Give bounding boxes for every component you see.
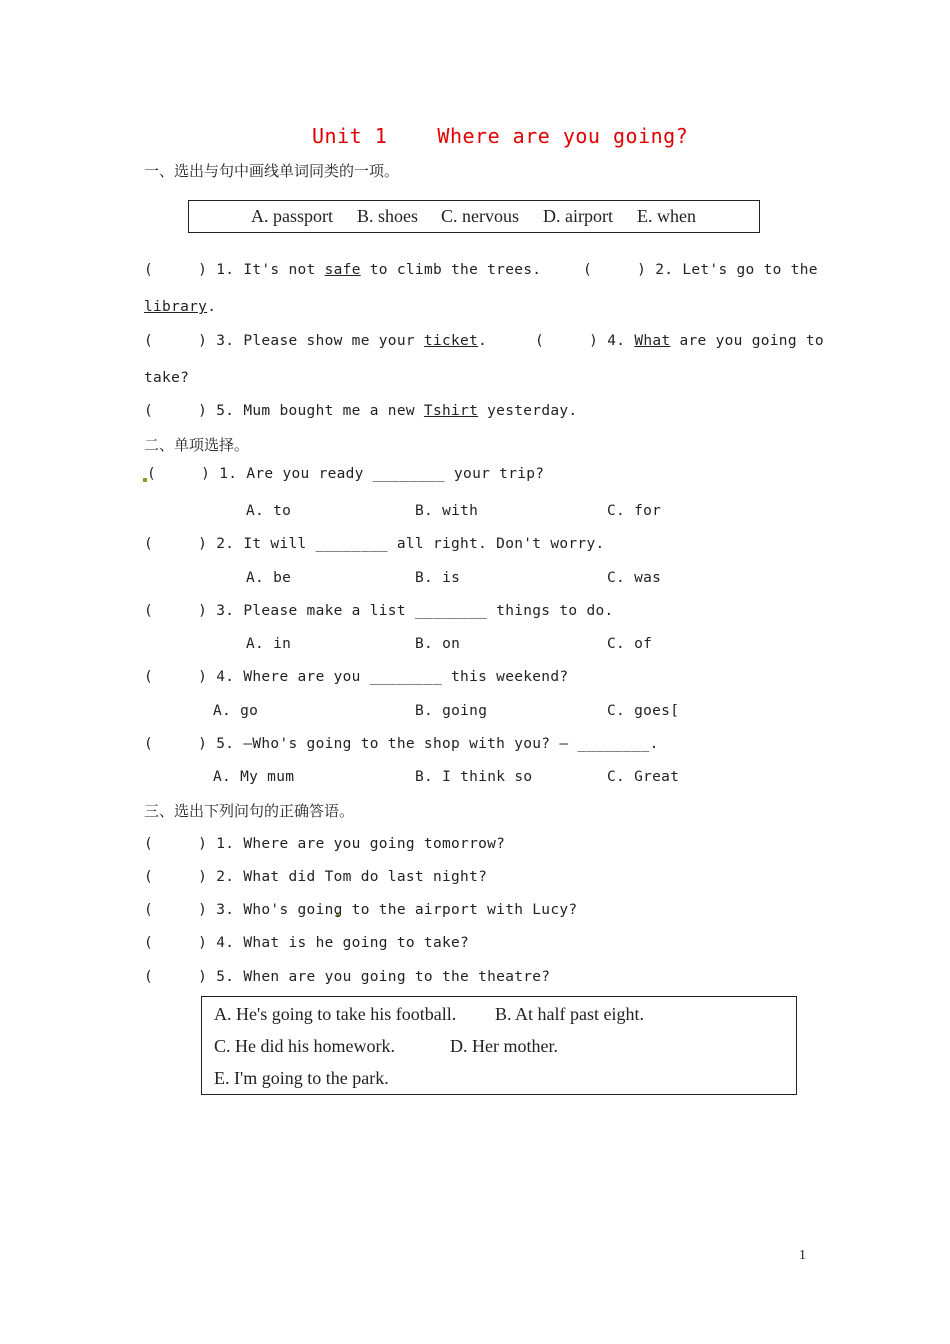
word-option-a: A. passport [251, 206, 333, 226]
s2-q1-option-c: C. for [607, 503, 662, 519]
answer-b: B. At half past eight. [495, 1004, 644, 1024]
section3-heading: 三、选出下列问句的正确答语。 [144, 802, 355, 820]
s2-question-5: ( ) 5. —Who's going to the shop with you? — ________. [144, 736, 659, 752]
word-option-d: D. airport [543, 206, 613, 226]
s1-question-1 [144, 262, 541, 278]
s2-q4-option-b: B. going [415, 703, 488, 719]
word-option-e: E. when [637, 206, 696, 226]
s2-q3-option-b: B. on [415, 636, 461, 652]
s1-question-5 [144, 403, 577, 419]
s2-q5-option-b: B. I think so [415, 769, 533, 785]
s2-q4-option-c: C. goes[ [607, 703, 680, 719]
s1-q2-underlined-word: library [144, 299, 208, 315]
section2-heading: 二、单项选择。 [144, 436, 250, 454]
s3-question-2: ( ) 2. What did Tom do last night? [144, 869, 488, 885]
s2-q5-option-a: A. My mum [213, 769, 295, 785]
s1-q3-pre: ( ) 3. Please show me your [144, 333, 424, 349]
s2-q1-option-b: B. with [415, 503, 479, 519]
word-option-b: B. shoes [357, 206, 419, 226]
s1-question-2-cont [144, 299, 216, 315]
answer-d: D. Her mother. [450, 1036, 558, 1056]
s3-question-3: ( ) 3. Who's going to the airport with Lucy? [144, 902, 578, 918]
answer-c: C. He did his homework. [214, 1036, 395, 1056]
s1-q5-post: yesterday. [478, 403, 578, 419]
s2-question-3: ( ) 3. Please make a list ________ things to do. [144, 603, 614, 619]
s3-question-4: ( ) 4. What is he going to take? [144, 935, 470, 951]
answer-e: E. I'm going to the park. [214, 1068, 389, 1088]
s1-q2-post: . [207, 299, 217, 315]
s2-q1-option-a: A. to [246, 503, 292, 519]
s1-question-3 [144, 333, 487, 349]
s2-q3-option-c: C. of [607, 636, 653, 652]
s3-question-5: ( ) 5. When are you going to the theatre? [144, 969, 551, 985]
s1-q3-underlined-word: ticket [423, 333, 479, 349]
s2-q2-option-a: A. be [246, 570, 292, 586]
s1-question-4-cont: take? [144, 370, 190, 386]
section1-heading: 一、选出与句中画线单词同类的一项。 [144, 162, 400, 180]
page-number: 1 [799, 1248, 806, 1263]
answer-a: A. He's going to take his football. [214, 1004, 457, 1024]
s1-q1-pre: ( ) 1. It's not [144, 262, 325, 278]
s1-q3-post: . [478, 333, 488, 349]
s2-q4-option-a: A. go [213, 703, 259, 719]
s2-question-2: ( ) 2. It will ________ all right. Don't worry. [144, 536, 605, 552]
s2-q2-option-b: B. is [415, 570, 461, 586]
s2-q2-option-c: C. was [607, 570, 662, 586]
word-option-c: C. nervous [441, 206, 519, 226]
page-title: Unit 1 Where are you going? [312, 124, 689, 148]
s2-question-1: ( ) 1. Are you ready ________ your trip? [147, 466, 545, 482]
s1-q5-underlined-word: Tshirt [423, 403, 479, 419]
s1-q1-underlined-word: safe [324, 262, 361, 278]
s1-q4-underlined-word: What [634, 333, 671, 349]
s2-question-4: ( ) 4. Where are you ________ this weekend? [144, 669, 569, 685]
s3-question-1: ( ) 1. Where are you going tomorrow? [144, 836, 506, 852]
s1-question-2: ( ) 2. Let's go to the [583, 262, 818, 278]
s2-q3-option-a: A. in [246, 636, 292, 652]
s1-q1-post: to climb the trees. [360, 262, 542, 278]
s1-question-4 [535, 333, 824, 349]
s1-q4-pre: ( ) 4. [535, 333, 635, 349]
s1-q4-post: are you going to [670, 333, 824, 349]
s2-q5-option-c: C. Great [607, 769, 680, 785]
s1-q5-pre: ( ) 5. Mum bought me a new [144, 403, 424, 419]
